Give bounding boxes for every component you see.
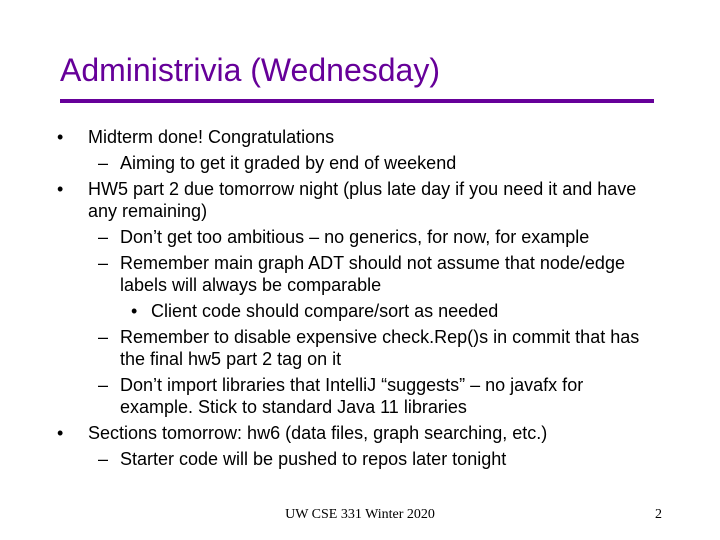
- bullet-text: Don’t get too ambitious – no generics, for now, for example: [120, 227, 590, 247]
- bullet-item: [0, 422, 658, 444]
- dash-marker: –: [98, 327, 109, 347]
- sub-sub-bullet-item: [0, 300, 661, 322]
- bullet-text: HW5 part 2 due tomorrow night (plus late day if you need it and have any remaining): [88, 179, 637, 221]
- bullet-item: [0, 126, 658, 148]
- title-underline: [60, 99, 654, 103]
- bullet-text: Remember main graph ADT should not assume that node/edge labels will always be comparable: [120, 253, 625, 295]
- bullet-marker: •: [131, 301, 138, 321]
- slide-number: 2: [655, 507, 662, 522]
- bullet-text: Aiming to get it graded by end of weekend: [120, 153, 457, 173]
- dash-marker: –: [98, 375, 109, 395]
- sub-bullet-item: [0, 448, 660, 470]
- slide-title: Administrivia (Wednesday): [60, 52, 440, 88]
- bullet-text: Starter code will be pushed to repos later tonight: [120, 449, 507, 469]
- bullet-text: Remember to disable expensive check.Rep()s in commit that has the final hw5 part 2 tag on it: [120, 327, 640, 369]
- bullet-text: Sections tomorrow: hw6 (data files, graph searching, etc.): [88, 423, 548, 443]
- dash-marker: –: [98, 227, 109, 247]
- sub-bullet-item: [0, 226, 660, 248]
- bullet-marker: •: [57, 179, 64, 199]
- dash-marker: –: [98, 153, 109, 173]
- bullet-list: [0, 126, 720, 474]
- bullet-text: Midterm done! Congratulations: [88, 127, 335, 147]
- bullet-text: Client code should compare/sort as needed: [151, 301, 499, 321]
- sub-bullet-item: [0, 374, 660, 418]
- bullet-item: [0, 178, 658, 222]
- bullet-marker: •: [57, 423, 64, 443]
- sub-bullet-item: [0, 252, 660, 296]
- bullet-text: Don’t import libraries that IntelliJ “suggests” – no javafx for example. Stick to standard Java 11 libraries: [120, 375, 584, 417]
- sub-bullet-item: [0, 326, 660, 370]
- dash-marker: –: [98, 253, 109, 273]
- sub-bullet-item: [0, 152, 660, 174]
- footer-course: UW CSE 331 Winter 2020: [285, 507, 435, 522]
- bullet-marker: •: [57, 127, 64, 147]
- dash-marker: –: [98, 449, 109, 469]
